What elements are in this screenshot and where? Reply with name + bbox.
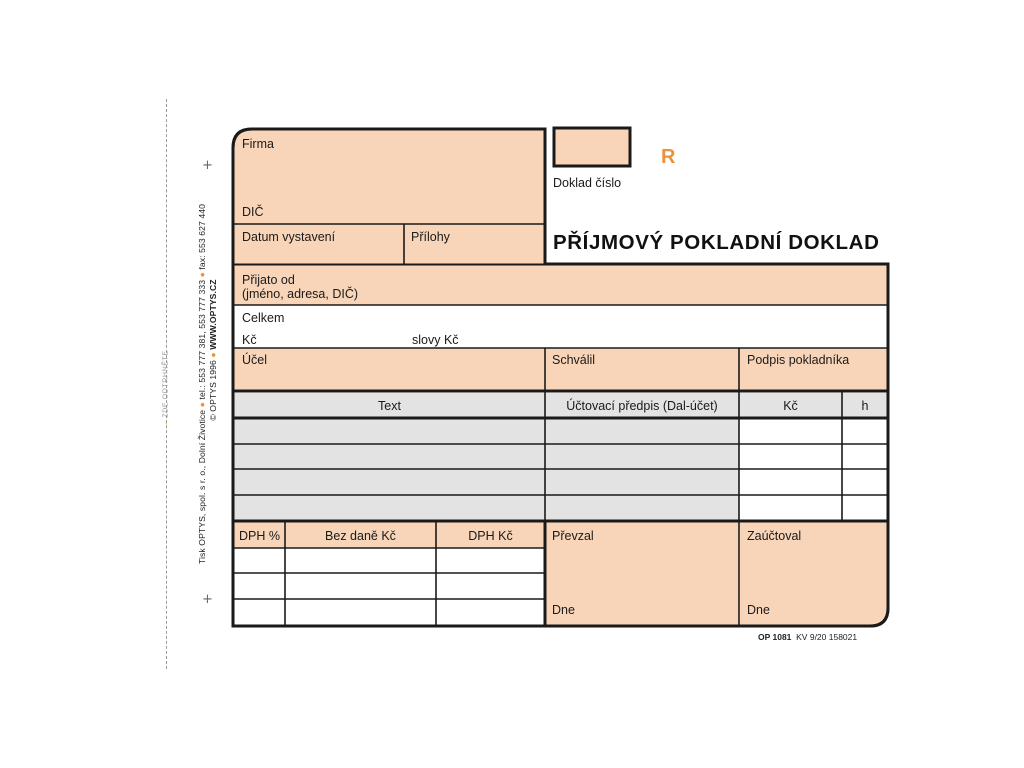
- printer-imprint-line1: Tisk OPTYS, spol. s r. o., Dolní Životice ● tel.: 553 777 381, 553 777 333 ● fax: 553 627 440: [197, 203, 207, 565]
- dic-label: DIČ: [242, 205, 264, 219]
- table-header-kc: Kč: [783, 399, 798, 413]
- prevzal-label: Převzal: [552, 529, 594, 543]
- celkem-label: Celkem: [242, 311, 285, 325]
- podpis-label: Podpis pokladníka: [747, 353, 850, 367]
- datum-label: Datum vystavení: [242, 230, 336, 244]
- prilohy-label: Přílohy: [411, 230, 450, 244]
- doc-number-label: Doklad číslo: [553, 176, 622, 190]
- prevzal-date-label: Dne: [552, 603, 575, 617]
- form-code-number: OP 1081: [758, 632, 792, 642]
- vat-header-base: Bez daně Kč: [325, 529, 396, 543]
- table-header-text: Text: [378, 399, 401, 413]
- vat-header-tax: DPH Kč: [468, 529, 513, 543]
- zauctoval-date-label: Dne: [747, 603, 770, 617]
- table-body-fill: [235, 420, 740, 521]
- ucel-label: Účel: [242, 353, 268, 367]
- prijato-label: Přijato od: [242, 273, 295, 287]
- document-title: PŘÍJMOVÝ POKLADNÍ DOKLAD: [553, 231, 880, 254]
- schvalil-label: Schválil: [552, 353, 596, 367]
- vat-header-rate: DPH %: [239, 529, 280, 543]
- cut-label: → ZDE ODTRHNĚTE ←: [162, 340, 170, 428]
- form-code: [758, 632, 857, 642]
- registration-cross-bottom: +: [202, 592, 213, 607]
- form-code-version: KV 9/20 158021: [796, 632, 858, 642]
- doc-number-box: [554, 128, 630, 166]
- prijato-sublabel: (jméno, adresa, DIČ): [242, 287, 359, 301]
- zauctoval-label: Zaúčtoval: [747, 529, 802, 543]
- table-header-predpis: Účtovací předpis (Dal-účet): [566, 399, 718, 413]
- table-header-h: h: [861, 399, 869, 413]
- slovy-label: slovy Kč: [412, 333, 459, 347]
- form-letter: R: [661, 146, 676, 168]
- printer-imprint-line2: © OPTYS 1996 ● WWW.OPTYS.CZ: [208, 279, 218, 421]
- kc-label: Kč: [242, 333, 257, 347]
- firma-block: [233, 129, 545, 265]
- firma-label: Firma: [242, 137, 274, 151]
- registration-cross-top: +: [202, 158, 213, 173]
